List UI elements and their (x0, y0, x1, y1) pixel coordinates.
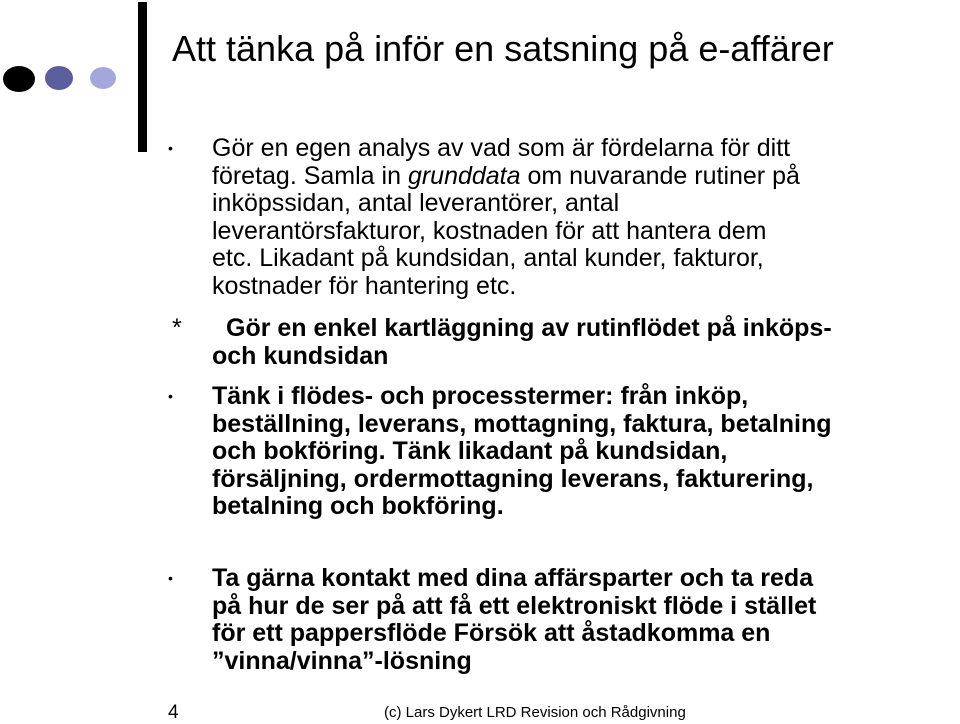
bullet-item-mapping (172, 314, 952, 370)
slide-title: Att tänka på inför en satsning på e-affärer (172, 28, 834, 69)
bullet-line: leverantörsfakturor, kostnaden för att hantera dem (212, 216, 767, 245)
bullet-line (212, 315, 952, 343)
bullet-line: Tänk i flödes- och processtermer: från inköp, (212, 382, 749, 410)
emphasis-text: grunddata (407, 161, 521, 190)
slide-number: 4 (168, 702, 179, 723)
footer-credit: (c) Lars Dykert LRD Revision och Rådgivning (384, 704, 686, 721)
bullet-marker: • (168, 388, 173, 404)
bullet-marker: • (168, 140, 173, 156)
bullet-item-analysis (168, 134, 952, 301)
bullet-item-contact (168, 564, 952, 675)
bullet-line: ”vinna/vinna”-lösning (212, 646, 472, 675)
bullet-marker: • (168, 570, 173, 586)
bullet-line: kostnader för hantering etc. (212, 271, 517, 300)
bullet-line: inköpssidan, antal leverantörer, antal (212, 189, 620, 218)
bullet-line: Gör en egen analys av vad som är fördelarna för ditt (212, 134, 791, 162)
bullet-line: på hur de ser på att få ett elektroniskt flöde i stället (212, 591, 817, 620)
bullet-line: för ett pappersflöde Försök att åstadkomma en (212, 619, 771, 648)
bullet-text: företag. Samla in (212, 161, 408, 190)
bullet-text: Gör en enkel kartläggning av rutinflödet på inköps- (226, 314, 832, 342)
bullet-item-process (168, 382, 952, 521)
star-marker: * (172, 314, 182, 342)
bullet-line: Ta gärna kontakt med dina affärsparter och ta reda (212, 564, 814, 592)
bullet-line: försäljning, ordermottagning leverans, fakturering, (212, 464, 814, 493)
bullet-line (212, 163, 952, 191)
bullet-line: och kundsidan (212, 341, 389, 370)
bullet-text: om nuvarande rutiner på (520, 161, 800, 190)
bullet-line: beställning, leverans, mottagning, faktura, betalning (212, 409, 832, 438)
bullet-line: betalning och bokföring. (212, 492, 504, 521)
bullet-line: och bokföring. Tänk likadant på kundsidan, (212, 437, 728, 466)
bullet-line: etc. Likadant på kundsidan, antal kunder, fakturor, (212, 244, 764, 273)
